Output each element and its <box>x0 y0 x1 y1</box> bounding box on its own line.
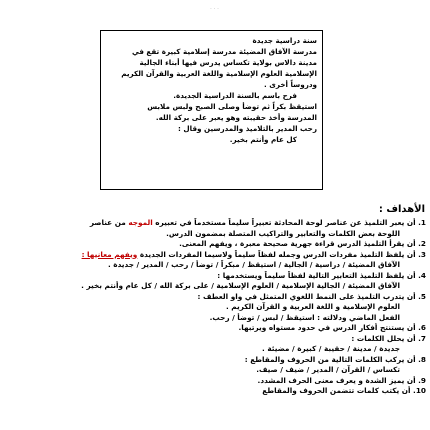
objective-item: الآفاق المضيئة / الجالية الإسلامية / العلوم الإسلامية / على بركة الله / كل عام وأنتم بخير . <box>81 281 400 290</box>
story-line: الإسلامية العلوم الإسلامية واللغة العربية والقرآن الكريم <box>121 69 317 78</box>
story-line: كل عام وأنتم بخير. <box>229 135 297 144</box>
story-title: سنة دراسية جديدة <box>252 36 317 45</box>
objective-item <box>1 218 426 229</box>
objectives-list <box>1 218 426 397</box>
story-line: فرح باسم بالسنة الدراسية الجديدة. <box>173 91 297 100</box>
objective-item: الفعل الماضي ودلالته : استيقظ / لبس / توضأ / رحب. <box>209 312 400 322</box>
objective-item: 8. أن يركب الكلمات التالية من الحروف والمقاطع : <box>244 354 426 364</box>
story-line: مدينة دالاس بولاية تكساس يدرس فيها أبناء الجالية <box>139 58 317 67</box>
objective-text: 3. أن يلفظ التلميذ مفردات الدرس وجمله لفظاً سليماً ولاسيما المفردات الجديدة <box>139 249 426 259</box>
objective-item: جديدة / مدينة / حقيبة / كبيرة / مضيئة . <box>262 344 400 353</box>
objective-text: 1. أن يعبر التلميذ عن عناصر لوحة المحادثة تعبيراً سليماً مستخدماً في تعبيره <box>155 218 426 227</box>
objective-highlight: الموجه <box>128 218 153 227</box>
objective-item: الآفاق المضيئة / دراسية / الجالية / استيقظ / مبكراً / توضأ / رحب / المدير / جديدة . <box>107 260 400 269</box>
objective-item: 2. أن يقرأ التلميذ الدرس قراءة جهرية صحيحة معبرة ، ويفهم المعنى. <box>179 239 426 248</box>
objective-text: من عناصر <box>89 218 126 227</box>
objective-item <box>1 250 426 261</box>
objective-item: 9. أن يميز الشدة و يعرف معنى الحرف المشدد. <box>257 375 426 385</box>
story-line: مدرسة الآفاق المضيئة مدرسة إسلامية كبيرة تقع في <box>131 47 317 56</box>
story-line: استيقظ بكراً ثم توضأ وصلى الصبح ولبس ملابس <box>147 102 317 111</box>
objective-item: 4. أن يلفظ التلميذ التعابير التالية لفظاً سليماً ويستخدمها : <box>217 270 426 280</box>
story-line: المدرسة وأخذ حقيبته وهو يعبر على بركة الله. <box>155 113 317 122</box>
objective-item: اللوحة بعض الكلمات والتعابير والتراكيب المتصلة بمضمون الدرس. <box>166 228 400 238</box>
story-text-box <box>100 30 323 190</box>
objective-item: العلوم الإسلامية و اللغة العربية و القرآن الكريم . <box>225 302 400 311</box>
objectives-heading: الأهداف : <box>378 204 425 215</box>
objective-item: 10. أن يكتب كلمات تتضمن الحروف والمقاطع <box>262 386 426 395</box>
objective-highlight: ويفهم معانيها : <box>81 249 138 259</box>
objective-item: تكساس / القرآن / المدير / ضيف / صيف. <box>256 365 400 374</box>
objective-item: 5. أن يتدرب التلميذ على النمط اللغوي المتمثل في واو العطف : <box>197 291 426 301</box>
objective-item: 7. أن يحلل الكلمات : <box>351 333 426 343</box>
watermark: ... <box>209 2 221 11</box>
story-line: رحب المدير بالتلاميذ والمدرسين وقال : <box>178 124 317 133</box>
story-line: ودروساً أخرى . <box>264 80 317 89</box>
objective-item: 6. أن يستنتج أفكار الدرس في حدود مستواه ويرتبها. <box>238 323 426 332</box>
